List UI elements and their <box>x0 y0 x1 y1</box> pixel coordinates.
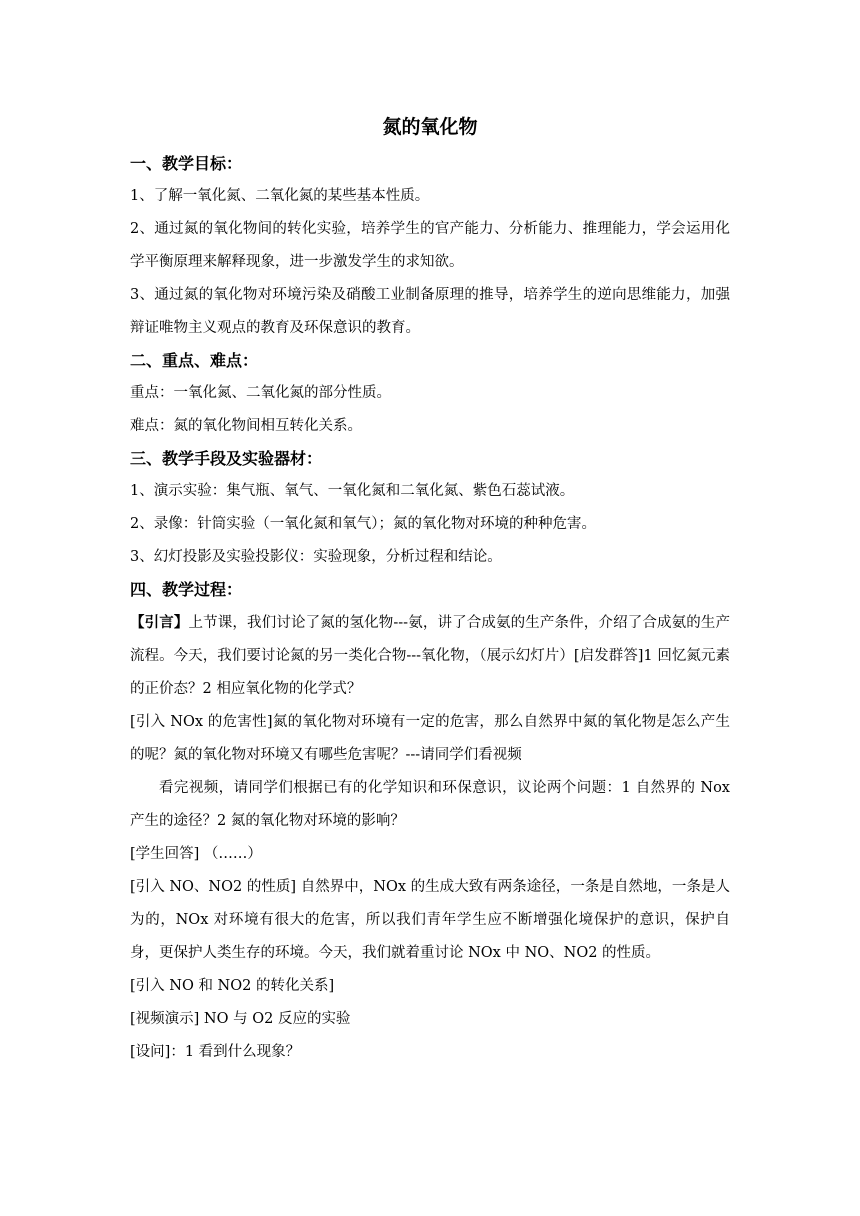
material-item-3: 3、幻灯投影及实验投影仪：实验现象，分析过程和结论。 <box>130 549 502 565</box>
process-paragraph-student-answer: [学生回答] （……） <box>130 846 262 862</box>
section-heading-goals: 一、教学目标： <box>130 154 243 173</box>
process-paragraph-video-demo: [视频演示] NO 与 O2 反应的实验 <box>130 1011 351 1027</box>
document-page <box>130 110 730 1069</box>
goal-item-2: 2、通过氮的氧化物间的转化实验，培养学生的官产能力、分析能力、推理能力，学会运用化学平衡原理来解释现象，进一步激发学生的求知欲。 <box>130 221 730 270</box>
material-item-2: 2、录像：针筒实验（一氧化氮和氧气）；氮的氧化物对环境的种种危害。 <box>130 516 596 532</box>
process-paragraph-video-discussion: 看完视频，请同学们根据已有的化学知识和环保意识，议论两个问题：1 自然界的 Nox 产生的途径？2 氮的氧化物对环境的影响？ <box>130 780 730 829</box>
document-title: 氮的氧化物 <box>382 116 478 138</box>
process-paragraph-no-no2-properties: [引入 NO、NO2 的性质] 自然界中，NOx 的生成大致有两条途径，一条是自然地，一条是人为的，NOx 对环境有很大的危害，所以我们青年学生应不断增强化境保护的意识，保护自身，更保护人类生存的环境。今天，我们就着重讨论 NOx 中 NO、NO2 的性质。 <box>130 879 730 961</box>
process-paragraph-nox-harm: [引入 NOx 的危害性]氮的氧化物对环境有一定的危害，那么自然界中氮的氧化物是怎么产生的呢？氮的氧化物对环境又有哪些危害呢？---请同学们看视频 <box>130 714 730 763</box>
goal-item-3: 3、通过氮的氧化物对环境污染及硝酸工业制备原理的推导，培养学生的逆向思维能力，加强辩证唯物主义观点的教育及环保意识的教育。 <box>130 287 730 336</box>
key-point-item: 重点：一氧化氮、二氧化氮的部分性质。 <box>130 385 391 401</box>
goal-item-1: 1、了解一氧化氮、二氧化氮的某些基本性质。 <box>130 188 430 204</box>
process-paragraph-conversion: [引入 NO 和 NO2 的转化关系] <box>130 978 335 994</box>
intro-text: 上节课，我们讨论了氮的氢化物---氨，讲了合成氨的生产条件，介绍了合成氨的生产流程。今天，我们要讨论氮的另一类化合物---氧化物，（展示幻灯片）[启发群答]1 回忆氮元素的正价态？2 相应氧化物的化学式？ <box>130 615 730 697</box>
material-item-1: 1、演示实验：集气瓶、氧气、一氧化氮和二氧化氮、紫色石蕊试液。 <box>130 483 575 499</box>
difficulty-item: 难点：氮的氧化物间相互转化关系。 <box>130 418 362 434</box>
section-heading-key-points: 二、重点、难点： <box>130 351 259 370</box>
intro-bracket-label: 【引言】 <box>130 614 189 631</box>
section-heading-process: 四、教学过程： <box>130 580 243 599</box>
section-heading-materials: 三、教学手段及实验器材： <box>130 449 323 468</box>
process-intro-paragraph <box>130 606 730 706</box>
process-paragraph-question: [设问]：1 看到什么现象？ <box>130 1044 301 1060</box>
